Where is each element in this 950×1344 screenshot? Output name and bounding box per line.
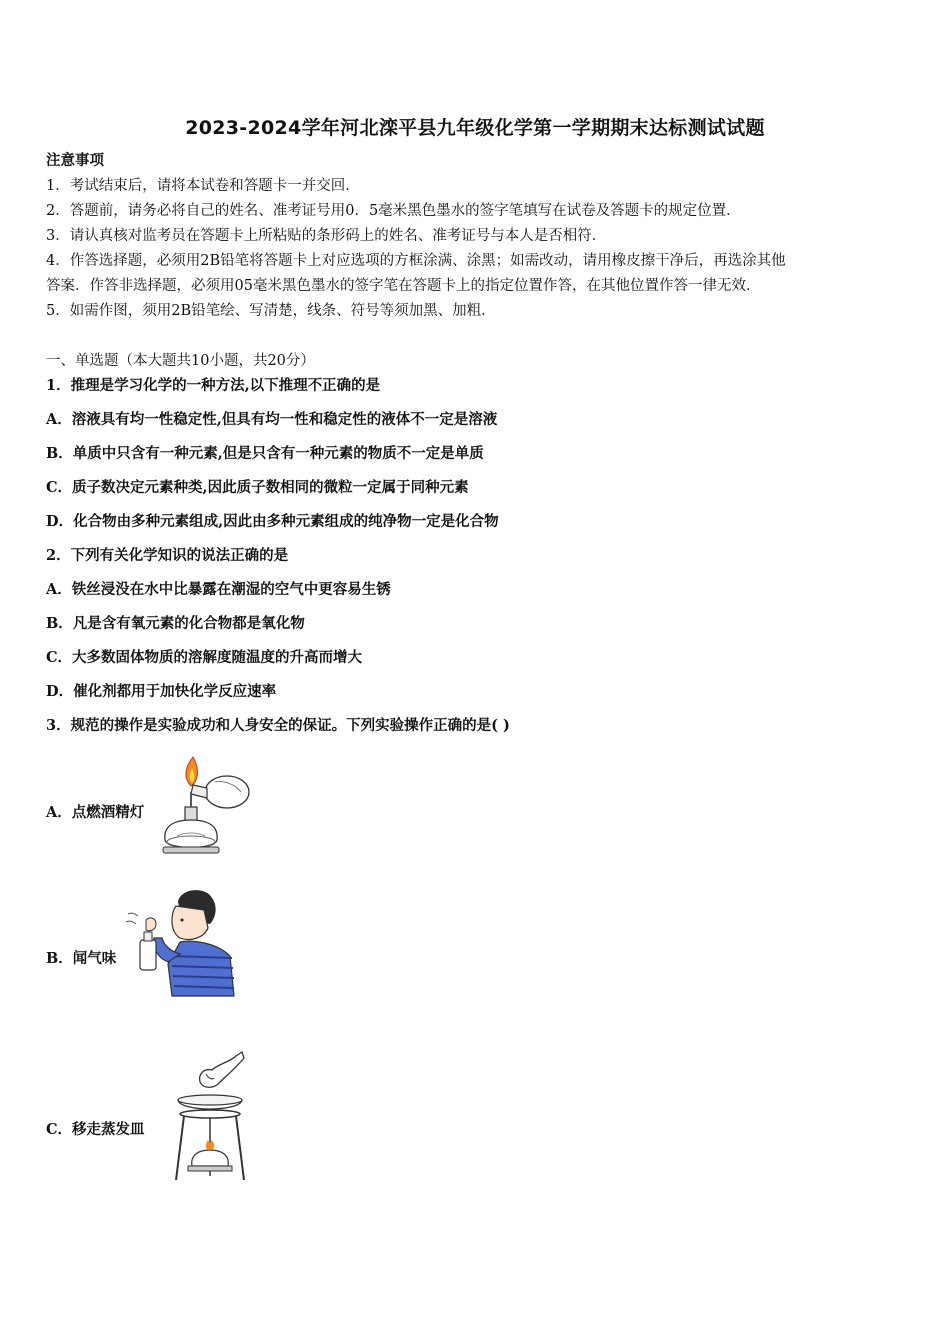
question-2-option-d: D．催化剂都用于加快化学反应速率	[46, 683, 277, 700]
question-1-stem: 1．推理是学习化学的一种方法,以下推理不正确的是	[46, 377, 381, 394]
question-1-option-a: A．溶液具有均一性稳定性,但具有均一性和稳定性的液体不一定是溶液	[46, 411, 498, 428]
page-title: 2023-2024学年河北滦平县九年级化学第一学期期末达标测试试题	[185, 117, 765, 139]
question-1-option-d: D．化合物由多种元素组成,因此由多种元素组成的纯净物一定是化合物	[46, 513, 499, 530]
question-2-option-b: B．凡是含有氧元素的化合物都是氧化物	[46, 615, 305, 632]
alcohol-lamp-illustration	[155, 752, 255, 862]
notice-item: 2．答题前，请务必将自己的姓名、准考证号用0．5毫米黑色墨水的签字笔填写在试卷及答题卡的规定位置．	[46, 203, 741, 219]
question-3-option-c: C．移走蒸发皿	[46, 1121, 145, 1138]
question-2-stem: 2．下列有关化学知识的说法正确的是	[46, 547, 289, 564]
section-heading: 一、单选题（本大题共10小题，共20分）	[46, 353, 315, 369]
question-3-option-b: B．闻气味	[46, 950, 117, 967]
question-3-option-a: A．点燃酒精灯	[46, 804, 145, 821]
notice-item: 3．请认真核对监考员在答题卡上所粘贴的条形码上的姓名、准考证号与本人是否相符．	[46, 228, 607, 244]
notice-item: 4．作答选择题，必须用2B铅笔将答题卡上对应选项的方框涂满、涂黑；如需改动，请用橡皮擦干净后，再选涂其他	[46, 253, 786, 269]
evaporating-dish-illustration	[170, 1048, 255, 1188]
question-2-option-a: A．铁丝浸没在水中比暴露在潮湿的空气中更容易生锈	[46, 581, 391, 598]
question-3-stem: 3．规范的操作是实验成功和人身安全的保证。下列实验操作正确的是( )	[46, 717, 510, 734]
smelling-illustration	[120, 884, 240, 999]
notice-item: 1．考试结束后，请将本试卷和答题卡一并交回．	[46, 178, 360, 194]
notice-item: 答案．作答非选择题，必须用05毫米黑色墨水的签字笔在答题卡上的指定位置作答，在其他位置作答一律无效．	[46, 278, 761, 294]
question-2-option-c: C．大多数固体物质的溶解度随温度的升高而增大	[46, 649, 363, 666]
notice-item: 5．如需作图，须用2B铅笔绘、写清楚，线条、符号等须加黑、加粗．	[46, 303, 496, 319]
question-1-option-c: C．质子数决定元素种类,因此质子数相同的微粒一定属于同种元素	[46, 479, 469, 496]
question-1-option-b: B．单质中只含有一种元素,但是只含有一种元素的物质不一定是单质	[46, 445, 484, 462]
notice-heading: 注意事项	[46, 152, 104, 169]
